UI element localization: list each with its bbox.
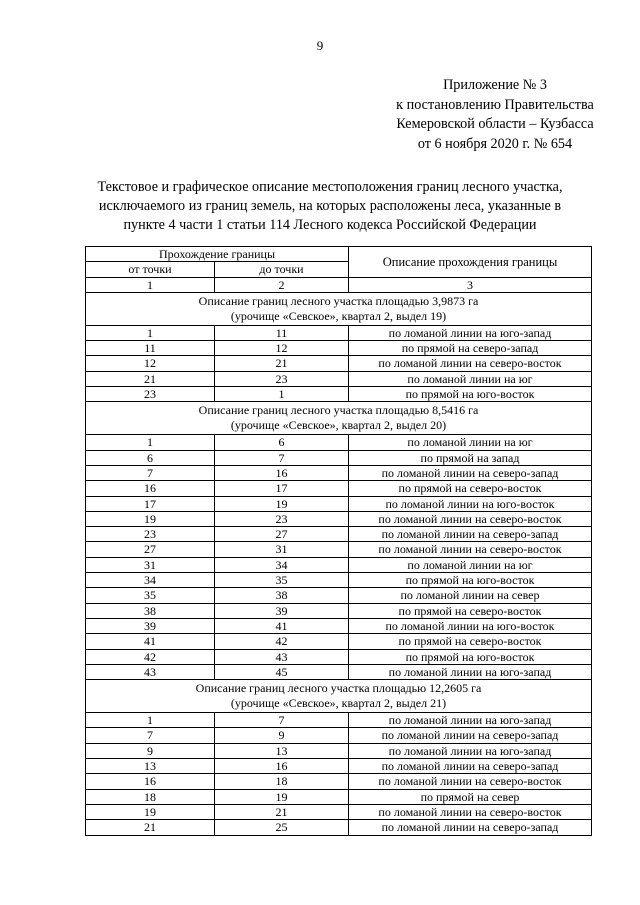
header-from: от точки [86,262,215,277]
table-row [86,804,592,819]
to-point-cell: 6 [215,435,349,450]
description-cell: по прямой на северо-восток [349,603,592,618]
title-line: исключаемого из границ земель, на которых расположены леса, указанные в [98,198,562,214]
from-point-cell: 35 [86,588,215,603]
from-point-cell: 16 [86,774,215,789]
table-row [86,356,592,371]
table-row [86,496,592,511]
description-cell: по ломаной линии на северо-запад [349,728,592,743]
from-point-cell: 21 [86,820,215,835]
description-cell: по ломаной линии на юг [349,435,592,450]
to-point-cell: 12 [215,341,349,356]
table-row [86,664,592,679]
section-title-row [86,402,592,435]
description-cell: по ломаной линии на северо-запад [349,820,592,835]
header-description: Описание прохождения границы [349,247,592,278]
description-cell: по ломаной линии на юго-запад [349,743,592,758]
from-point-cell: 38 [86,603,215,618]
from-point-cell: 18 [86,789,215,804]
from-point-cell: 6 [86,450,215,465]
header-to: до точки [215,262,349,277]
to-point-cell: 18 [215,774,349,789]
section-title-line: Описание границ лесного участка площадью 8,5416 га [198,403,479,418]
table-row [86,527,592,542]
table-row [86,542,592,557]
to-point-cell: 7 [215,450,349,465]
to-point-cell: 21 [215,356,349,371]
section-title-line: (урочище «Севское», квартал 2, выдел 19) [230,308,447,323]
description-cell: по ломаной линии на северо-восток [349,542,592,557]
description-cell: по ломаной линии на юго-запад [349,325,592,340]
description-cell: по прямой на юго-восток [349,649,592,664]
table-row [86,820,592,835]
from-point-cell: 19 [86,511,215,526]
description-cell: по ломаной линии на юг [349,371,592,386]
table-row [86,743,592,758]
to-point-cell: 23 [215,371,349,386]
description-cell: по ломаной линии на северо-запад [349,527,592,542]
description-cell: по прямой на юго-восток [349,573,592,588]
from-point-cell: 11 [86,341,215,356]
to-point-cell: 38 [215,588,349,603]
from-point-cell: 13 [86,759,215,774]
table-row [86,435,592,450]
description-cell: по ломаной линии на северо-восток [349,511,592,526]
from-point-cell: 1 [86,435,215,450]
appendix-header [380,76,610,154]
section-title-line: Описание границ лесного участка площадью 12,2605 га [195,681,482,696]
table-row [86,774,592,789]
from-point-cell: 31 [86,557,215,572]
column-number: 1 [86,277,215,292]
to-point-cell: 16 [215,465,349,480]
description-cell: по ломаной линии на север [349,588,592,603]
table-row [86,573,592,588]
from-point-cell: 41 [86,634,215,649]
from-point-cell: 39 [86,618,215,633]
description-cell: по прямой на запад [349,450,592,465]
from-point-cell: 23 [86,527,215,542]
to-point-cell: 19 [215,496,349,511]
to-point-cell: 43 [215,649,349,664]
table-row [86,325,592,340]
to-point-cell: 16 [215,759,349,774]
description-cell: по прямой на северо-восток [349,634,592,649]
to-point-cell: 23 [215,511,349,526]
from-point-cell: 43 [86,664,215,679]
description-cell: по прямой на северо-восток [349,481,592,496]
to-point-cell: 11 [215,325,349,340]
from-point-cell: 9 [86,743,215,758]
to-point-cell: 31 [215,542,349,557]
section-title-row [86,680,592,713]
from-point-cell: 19 [86,804,215,819]
to-point-cell: 34 [215,557,349,572]
description-cell: по прямой на северо-запад [349,341,592,356]
from-point-cell: 17 [86,496,215,511]
from-point-cell: 7 [86,728,215,743]
from-point-cell: 7 [86,465,215,480]
description-cell: по ломаной линии на юго-запад [349,713,592,728]
from-point-cell: 16 [86,481,215,496]
table-row [86,588,592,603]
section-title-line: Описание границ лесного участка площадью 3,9873 га [198,293,479,308]
to-point-cell: 17 [215,481,349,496]
description-cell: по ломаной линии на северо-запад [349,465,592,480]
from-point-cell: 21 [86,371,215,386]
to-point-cell: 35 [215,573,349,588]
from-point-cell: 23 [86,387,215,402]
from-point-cell: 12 [86,356,215,371]
to-point-cell: 9 [215,728,349,743]
title-line: Текстовое и графическое описание местоположения границ лесного участка, [97,179,563,195]
to-point-cell: 13 [215,743,349,758]
boundary-table [85,246,592,836]
description-cell: по ломаной линии на юго-восток [349,496,592,511]
section-title-line: (урочище «Севское», квартал 2, выдел 21) [230,696,447,711]
header-row [86,247,592,262]
appendix-line: Кемеровской области – Кузбасса [396,116,594,132]
to-point-cell: 25 [215,820,349,835]
column-number: 3 [349,277,592,292]
to-point-cell: 21 [215,804,349,819]
section-title [86,680,592,713]
from-point-cell: 27 [86,542,215,557]
table-row [86,728,592,743]
to-point-cell: 39 [215,603,349,618]
from-point-cell: 42 [86,649,215,664]
title-line: пункте 4 части 1 статьи 114 Лесного кодекса Российской Федерации [123,217,537,233]
to-point-cell: 42 [215,634,349,649]
to-point-cell: 45 [215,664,349,679]
to-point-cell: 41 [215,618,349,633]
appendix-line: от 6 ноября 2020 г. № 654 [417,135,573,152]
description-cell: по ломаной линии на северо-восток [349,774,592,789]
header-passage: Прохождение границы [86,247,349,262]
table-row [86,649,592,664]
description-cell: по ломаной линии на юго-запад [349,664,592,679]
table-row [86,341,592,356]
from-point-cell: 1 [86,325,215,340]
table-row [86,371,592,386]
to-point-cell: 1 [215,387,349,402]
appendix-line: Приложение № 3 [443,77,547,93]
table-row [86,713,592,728]
table-row [86,557,592,572]
section-title [86,402,592,435]
to-point-cell: 7 [215,713,349,728]
table-row [86,450,592,465]
table-row [86,634,592,649]
column-number: 2 [215,277,349,292]
table-body [86,247,592,836]
description-cell: по прямой на север [349,789,592,804]
section-title-row [86,292,592,325]
section-title-line: (урочище «Севское», квартал 2, выдел 20) [230,418,447,433]
table-row [86,511,592,526]
description-cell: по ломаной линии на юг [349,557,592,572]
description-cell: по ломаной линии на юго-восток [349,618,592,633]
table-row [86,789,592,804]
column-number-row [86,277,592,292]
table-row [86,759,592,774]
appendix-line: к постановлению Правительства [396,96,594,113]
description-cell: по ломаной линии на северо-восток [349,356,592,371]
section-title [86,292,592,325]
description-cell: по прямой на юго-восток [349,387,592,402]
page-number: 9 [316,38,324,53]
from-point-cell: 1 [86,713,215,728]
table-row [86,387,592,402]
table-row [86,465,592,480]
from-point-cell: 34 [86,573,215,588]
table-row [86,603,592,618]
to-point-cell: 19 [215,789,349,804]
document-title [60,178,600,235]
description-cell: по ломаной линии на северо-восток [349,804,592,819]
to-point-cell: 27 [215,527,349,542]
table-row [86,618,592,633]
description-cell: по ломаной линии на северо-запад [349,759,592,774]
table-row [86,481,592,496]
